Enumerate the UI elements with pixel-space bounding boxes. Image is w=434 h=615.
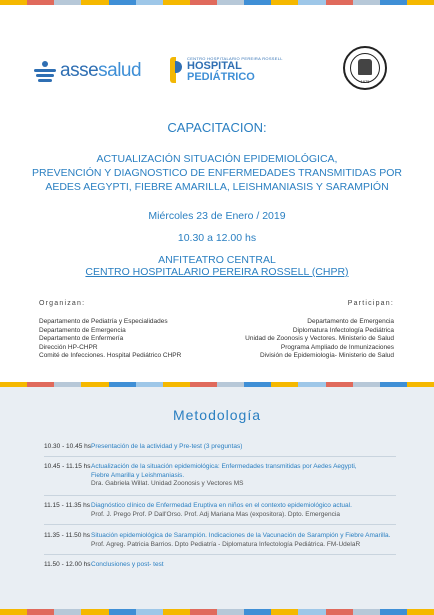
stripe-segment [54, 609, 81, 615]
subtitle-line: AEDES AEGYPTI, FIEBRE AMARILLA, LEISHMANIASIS Y SARAMPIÓN [45, 181, 389, 193]
event-time: 10.30 a 12.00 hs [177, 232, 257, 244]
venue-location: CENTRO HOSPITALARIO PEREIRA ROSSELL (CHPR) [85, 266, 349, 278]
asse-logo-icon [34, 61, 56, 81]
participants-list [245, 318, 394, 361]
stripe-segment [353, 609, 380, 615]
schedule-topic: Actualización de la situación epidemiológica: Enfermedades transmitidas por Aedes Aegypti, [91, 463, 357, 470]
stripe-segment [217, 0, 244, 5]
stripe-segment [81, 0, 108, 5]
schedule-topic: Conclusiones y post- test [91, 561, 164, 568]
stripe-segment [326, 609, 353, 615]
subtitle-line: ACTUALIZACIÓN SITUACIÓN EPIDEMIOLÓGICA, [96, 153, 338, 165]
stripe-segment [109, 0, 136, 5]
schedule-topic: Fiebre Amarilla y Leishmaniasis. [91, 471, 185, 479]
participant-item: Programa Ampliado de Inmunizaciones [280, 343, 394, 351]
schedule-speaker: Prof. J. Prego Prof. P Dall'Orso. Prof. Adj Mariana Mas (expositora). Dpto. Emergencia [91, 510, 340, 518]
participant-item: Unidad de Zoonosis y Vectores. Ministerio de Salud [245, 335, 394, 343]
stripe-segment [163, 0, 190, 5]
divider [44, 495, 396, 496]
stripe-segment [244, 609, 271, 615]
stripe-segment [244, 0, 271, 5]
organizers-heading: Organizan: [39, 300, 86, 307]
stripe-segment [407, 0, 434, 5]
divider [44, 524, 396, 525]
participant-item: Diplomatura Infectología Pediátrica [292, 326, 394, 334]
organizers-list [39, 318, 181, 361]
venue-name: ANFITEATRO CENTRAL [158, 254, 276, 266]
hospital-logo-small-text: CENTRO HOSPITALARIO PEREIRA ROSSELL [187, 56, 283, 61]
hospital-logo-line1: HOSPITAL [187, 60, 242, 72]
stripe-segment [81, 609, 108, 615]
stripe-segment [271, 0, 298, 5]
schedule-topic: Diagnóstico clínico de Enfermedad Eruptiva en niños en el contexto epidemiológico actual. [91, 502, 352, 509]
subtitle-line: PREVENCIÓN Y DIAGNOSTICO DE ENFERMEDADES TRANSMITIDAS POR [32, 167, 402, 179]
schedule-time: 10.45 - 11.15 hs [44, 463, 91, 470]
divider [44, 456, 396, 457]
organizer-item: Departamento de Emergencia [39, 326, 126, 334]
schedule-time: 11.35 - 11.50 hs [44, 532, 91, 539]
schedule-time: 11.15 - 11.35 hs [44, 502, 91, 509]
asse-logo-text: assesalud [60, 60, 142, 81]
bottom-color-stripe [0, 609, 434, 615]
schedule-time: 10.30 - 10.45 hs [44, 443, 91, 450]
methodology-title: Metodología [172, 407, 262, 423]
stripe-segment [217, 609, 244, 615]
top-color-stripe [0, 0, 434, 5]
schedule-topic: Situación epidemiológica de Sarampión. Indicaciones de la Vacunación de Sarampión y Fiebre Amarilla. [91, 532, 391, 539]
organizer-item: Departamento de Enfermería [39, 335, 124, 343]
organizer-item: Dirección HP-CHPR [39, 343, 98, 351]
stripe-segment [163, 609, 190, 615]
stripe-segment [298, 609, 325, 615]
participants-heading: Participan: [347, 300, 394, 307]
asse-logo [34, 60, 141, 82]
stripe-segment [27, 0, 54, 5]
organizer-item: Departamento de Pediatría y Especialidades [39, 318, 168, 325]
stripe-segment [136, 609, 163, 615]
schedule-time: 11.50 - 12.00 hs [44, 561, 91, 568]
hospital-logo-line2: PEDIÁTRICO [187, 71, 255, 83]
participant-item: División de Epidemiología- Ministerio de Salud [259, 352, 394, 360]
stripe-segment [0, 0, 27, 5]
event-date: Miércoles 23 de Enero / 2019 [148, 210, 286, 222]
stripe-segment [190, 0, 217, 5]
stripe-segment [136, 0, 163, 5]
participant-item: Departamento de Emergencia [307, 318, 394, 325]
faculty-seal-icon: 1875 [343, 46, 387, 90]
hospital-pediatrico-logo [170, 57, 283, 83]
stripe-segment [0, 609, 27, 615]
stripe-segment [271, 609, 298, 615]
stripe-segment [407, 609, 434, 615]
stripe-segment [27, 609, 54, 615]
stripe-segment [326, 0, 353, 5]
event-title: CAPACITACION: [167, 120, 267, 135]
stripe-segment [353, 0, 380, 5]
stripe-segment [54, 0, 81, 5]
stripe-segment [380, 609, 407, 615]
hospital-logo-icon [170, 57, 182, 83]
stripe-segment [380, 0, 407, 5]
schedule-speaker: Dra. Gabriela Willat. Unidad Zoonosis y Vectores MS [91, 480, 244, 488]
event-subtitle [0, 152, 434, 194]
divider [44, 554, 396, 555]
schedule-topic: Presentación de la actividad y Pre-test (3 preguntas) [91, 443, 243, 450]
stripe-segment [190, 609, 217, 615]
organizer-item: Comité de Infecciones. Hospital Pediátrico CHPR [39, 352, 182, 360]
schedule-speaker: Prof. Agreg. Patricia Barrios. Dpto Pediatría - Diplomatura Infectología Pediátrica. FM-UdelaR [91, 540, 361, 548]
stripe-segment [298, 0, 325, 5]
stripe-segment [109, 609, 136, 615]
